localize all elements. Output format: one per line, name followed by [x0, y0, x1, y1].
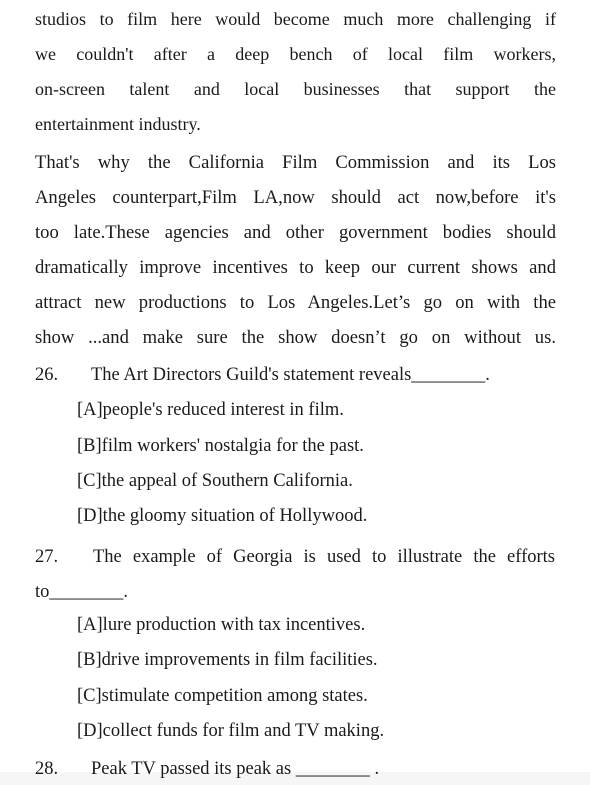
passage-line: That's why the California Film Commission and its Los: [35, 152, 556, 173]
question-stem: Peak TV passed its peak as ________ .: [91, 759, 380, 779]
question-number: 27.: [35, 547, 59, 567]
passage-line: show ...and make sure the show doesn’t go on without us.: [35, 327, 556, 348]
passage-line: dramatically improve incentives to keep our current shows and: [35, 257, 556, 278]
answer-option: [C]the appeal of Southern California.: [77, 471, 353, 491]
passage-line: entertainment industry.: [35, 114, 201, 134]
passage-line: we couldn't after a deep bench of local film workers,: [35, 44, 556, 64]
question-stem-continuation: to________.: [35, 582, 129, 602]
question-number: 26.: [35, 365, 59, 385]
passage-line: attract new productions to Los Angeles.Let’s go on with the: [35, 292, 556, 313]
answer-option: [D]collect funds for film and TV making.: [77, 721, 385, 741]
answer-option: [A]people's reduced interest in film.: [77, 400, 344, 420]
passage-line: too late.These agencies and other government bodies should: [35, 222, 556, 243]
question-stem: The example of Georgia is used to illustrate the efforts: [93, 547, 555, 567]
answer-option: [D]the gloomy situation of Hollywood.: [77, 506, 368, 526]
passage-line: studios to film here would become much more challenging if: [35, 9, 556, 29]
answer-option: [B]film workers' nostalgia for the past.: [77, 436, 364, 456]
answer-option: [C]stimulate competition among states.: [77, 686, 368, 706]
passage-line: on-screen talent and local businesses that support the: [35, 79, 556, 99]
question-number: 28.: [35, 759, 59, 779]
answer-option: [A]lure production with tax incentives.: [77, 615, 366, 635]
question-stem: The Art Directors Guild's statement reveals________.: [91, 365, 490, 385]
answer-option: [B]drive improvements in film facilities.: [77, 650, 378, 670]
passage-line: Angeles counterpart,Film LA,now should act now,before it's: [35, 187, 556, 208]
